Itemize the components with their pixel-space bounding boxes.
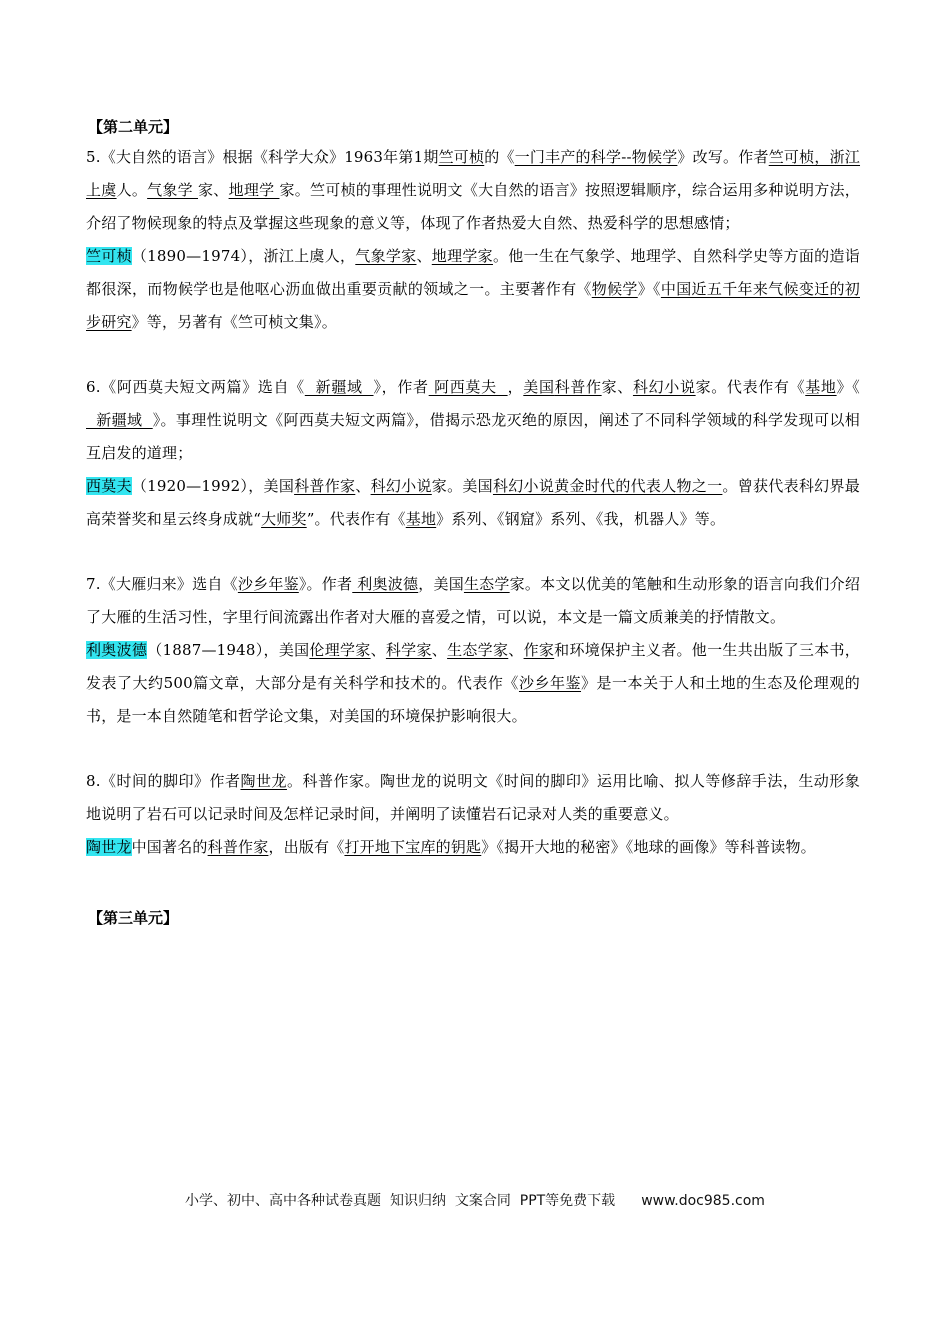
item7-paragraph: 7.《大雁归来》选自《沙乡年鉴》。作者 利奥波德，美国生态学家。本文以优美的笔触和生动形象的语言向我们介绍了大雁的生活习性，字里行间流露出作者对大雁的喜爱之情，可以说，本文是一篇文质兼美的抒情散文。: [86, 575, 861, 626]
author-highlight: 利奥波德: [86, 641, 148, 659]
item8-paragraph: 8.《时间的脚印》作者陶世龙。科普作家。陶世龙的说明文《时间的脚印》运用比喻、拟人等修辞手法，生动形象地说明了岩石可以记录时间及怎样记录时间，并阐明了读懂岩石记录对人类的重要意义。: [86, 772, 861, 823]
unit3-heading: 【第三单元】: [88, 909, 179, 927]
item6-paragraph: 6.《阿西莫夫短文两篇》选自《 新疆域 》，作者 阿西莫夫 ，美国科普作家、科幻小说家。代表作有《基地》《 新疆域 》。事理性说明文《阿西莫夫短文两篇》，借揭示恐龙灭绝的原因，阐述了不同科学领域的科学发现可以相互启发的道理；: [86, 378, 860, 462]
document-content: [86, 113, 860, 932]
author-highlight: 竺可桢: [86, 247, 132, 265]
page-footer: [0, 1190, 950, 1210]
item8-author-paragraph: 陶世龙中国著名的科普作家，出版有《打开地下宝库的钥匙》《揭开大地的秘密》《地球的画像》等科普读物。: [86, 838, 816, 856]
item6-author-paragraph: 西莫夫（1920—1992），美国科普作家、科幻小说家。美国科幻小说黄金时代的代表人物之一。曾获代表科幻界最高荣誉奖和星云终身成就“大师奖”。代表作有《基地》系列、《钢窟》系列、《我，机器人》等。: [86, 477, 860, 528]
item7-author-paragraph: 利奥波德（1887—1948），美国伦理学家、科学家、生态学家、作家和环境保护主义者。他一生共出版了三本书，发表了大约500篇文章，大部分是有关科学和技术的。代表作《沙乡年鉴》是一本关于人和土地的生态及伦理观的书，是一本自然随笔和哲学论文集，对美国的环境保护影响很大。: [86, 641, 860, 725]
author-highlight: 西莫夫: [86, 477, 132, 495]
item5-paragraph: 5.《大自然的语言》根据《科学大众》1963年第1期竺可桢的《一门丰产的科学--物候学》改写。作者竺可桢，浙江上虞人。气象学 家、地理学 家。竺可桢的事理性说明文《大自然的语言》按照逻辑顺序，综合运用多种说明方法，介绍了物候现象的特点及掌握这些现象的意义等，体现了作者热爱大自然、热爱科学的思想感情；: [86, 148, 861, 232]
footer-text: 小学、初中、高中各种试卷真题 知识归纳 文案合同 PPT等免费下载: [185, 1193, 616, 1209]
unit2-heading: 【第二单元】: [88, 118, 179, 136]
item5-author-paragraph: 竺可桢（1890—1974），浙江上虞人，气象学家、地理学家。他一生在气象学、地理学、自然科学史等方面的造诣都很深，而物候学也是他呕心沥血做出重要贡献的领域之一。主要著作有《物候学》《中国近五千年来气候变迁的初步研究》等，另著有《竺可桢文集》。: [86, 247, 860, 331]
footer-site-link[interactable]: www.doc985.com: [641, 1193, 765, 1209]
author-highlight: 陶世龙: [86, 838, 132, 856]
